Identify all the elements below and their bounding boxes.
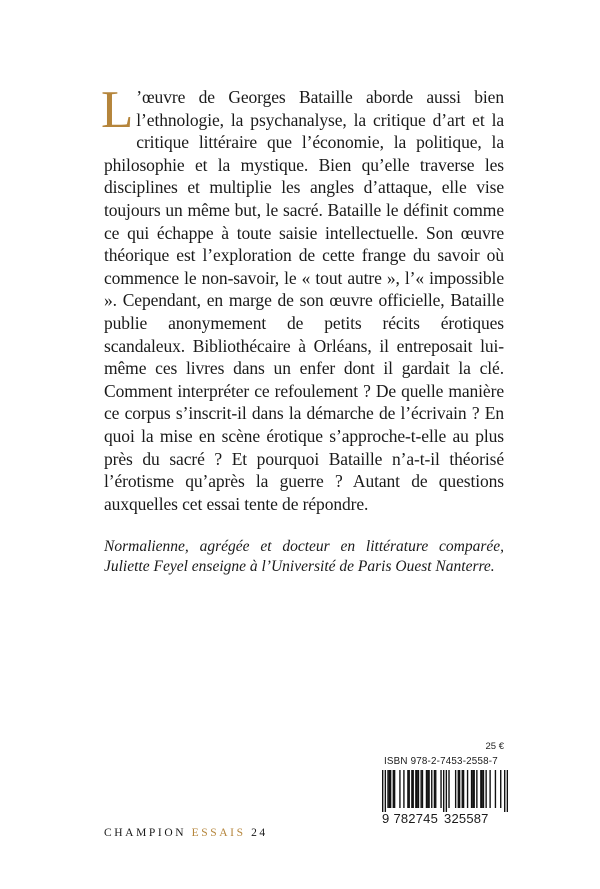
- barcode-bar: [411, 770, 412, 808]
- blurb-text: [101, 81, 504, 515]
- barcode-bar: [403, 770, 404, 808]
- barcode-bar: [485, 770, 486, 808]
- publisher-name: CHAMPION: [104, 827, 187, 839]
- price-label: 25 €: [485, 741, 504, 752]
- barcode-bar: [467, 770, 468, 808]
- author-bio-text: Normalienne, agrégée et docteur en littérature comparée, Juliette Feyel enseigne à l’Université de Paris Ouest Nanterre.: [104, 538, 504, 575]
- barcode-bar: [504, 770, 505, 812]
- barcode-bar: [399, 770, 400, 808]
- barcode-bar: [422, 770, 423, 808]
- barcode-bar: [463, 770, 464, 808]
- barcode-bar: [413, 770, 414, 808]
- barcode-bar: [426, 770, 427, 808]
- barcode-bar: [394, 770, 395, 808]
- barcode-digits: [382, 811, 512, 826]
- barcode-bar: [416, 770, 417, 808]
- barcode-bar: [481, 770, 482, 808]
- drop-cap: L: [101, 81, 134, 139]
- series-name: ESSAIS: [191, 827, 246, 839]
- barcode-bar: [458, 770, 459, 808]
- barcode-bar: [448, 770, 449, 808]
- barcode-bar: [389, 770, 390, 808]
- barcode-bar: [455, 770, 456, 808]
- barcode-bar: [500, 770, 501, 808]
- barcode-bar: [382, 770, 383, 812]
- barcode-bar: [489, 770, 490, 808]
- barcode-bar: [459, 770, 460, 808]
- barcode-left-group: 782745: [393, 811, 439, 826]
- barcode-bar: [407, 770, 408, 808]
- barcode-bar: [476, 770, 477, 808]
- barcode-bar: [495, 770, 496, 808]
- author-bio: [104, 537, 504, 577]
- isbn-label: ISBN 978-2-7453-2558-7: [384, 756, 498, 767]
- barcode-bar: [418, 770, 419, 808]
- barcode-bar: [415, 770, 416, 808]
- barcode-bar: [474, 770, 475, 808]
- barcode-bar: [435, 770, 436, 808]
- collection-label: [104, 827, 268, 839]
- barcode-right-group: 325587: [444, 811, 489, 826]
- barcode-bar: [446, 770, 447, 812]
- barcode-bar: [434, 770, 435, 808]
- barcode-bar: [483, 770, 484, 808]
- barcode-bar: [471, 770, 472, 808]
- barcode-bar: [440, 770, 441, 808]
- barcode-bar: [385, 770, 386, 812]
- barcode-bar: [393, 770, 394, 808]
- barcode-bar: [427, 770, 428, 808]
- barcode-bar: [443, 770, 444, 812]
- barcode-bar: [390, 770, 391, 808]
- barcode-bar: [409, 770, 410, 808]
- barcode-bar: [420, 770, 421, 808]
- barcode-bar: [431, 770, 432, 808]
- series-number: 24: [251, 827, 268, 839]
- barcode-bar: [507, 770, 508, 812]
- barcode-bar: [462, 770, 463, 808]
- barcode-bar: [472, 770, 473, 808]
- barcode-block: [382, 756, 512, 826]
- barcode: [382, 770, 508, 812]
- barcode-first-digit: 9: [382, 811, 390, 826]
- barcode-bar: [480, 770, 481, 808]
- blurb-paragraph: [101, 81, 504, 515]
- barcode-bar: [387, 770, 388, 808]
- barcode-bar: [428, 770, 429, 808]
- blurb-body: ’œuvre de Georges Bataille aborde aussi bien l’ethnologie, la psychanalyse, la critique d’art et la critique littéraire que l’économie, la politique, la philosophie et la mystique. Bien qu’elle traverse les disciplines et multiplie les angles d’attaque, elle vise toujours un même but, le sacré. Bataille le définit comme ce qui échappe à toute saisie intellectuelle. Son œuvre théorique est l’exploration de cette frange du savoir où commence le non-savoir, le « tout autre », l’« impossible ». Cependant, en marge de son œuvre officielle, Bataille publie anonymement de petits récits érotiques scandaleux. Bibliothécaire à Orléans, il entreposait lui-même ces livres dans un enfer dont il gardait la clé. Comment interpréter ce refoulement ? De quelle manière ce corpus s’inscrit-il dans la démarche de l’écrivain ? En quoi la mise en scène érotique s’approche-t-elle au plus près du sacré ? Et pourquoi Bataille n’a-t-il théorisé l’érotisme qu’après la guerre ? Autant de questions auxquelles cet essai tente de répondre.: [104, 87, 504, 514]
